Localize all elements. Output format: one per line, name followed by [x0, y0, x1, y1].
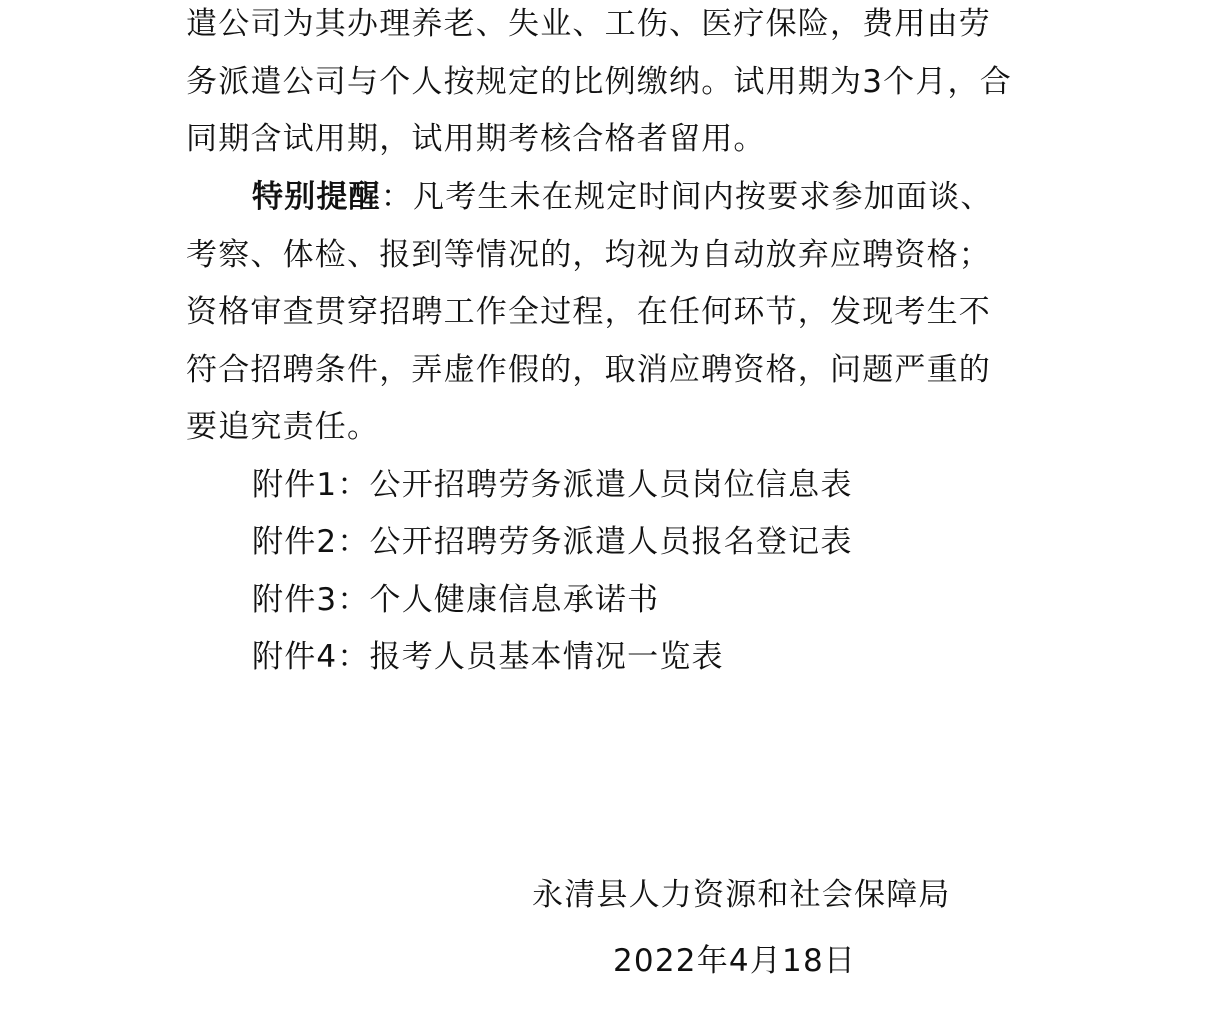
attachment-3: 附件3：个人健康信息承诺书	[252, 582, 660, 618]
attachment-2: 附件2：公开招聘劳务派遣人员报名登记表	[252, 524, 853, 560]
notice-line-2: 考察、体检、报到等情况的，均视为自动放弃应聘资格；	[186, 237, 991, 273]
signature-date: 2022年4月18日	[613, 943, 857, 979]
notice-first-line	[252, 177, 993, 217]
body-line-2: 务派遣公司与个人按规定的比例缴纳。试用期为3个月，合	[186, 64, 1012, 100]
notice-first-line-text: ：凡考生未在规定时间内按要求参加面谈、	[380, 179, 993, 215]
attachment-4: 附件4：报考人员基本情况一览表	[252, 639, 724, 675]
attachment-1: 附件1：公开招聘劳务派遣人员岗位信息表	[252, 467, 853, 503]
notice-line-4: 符合招聘条件，弄虚作假的，取消应聘资格，问题严重的	[186, 352, 991, 388]
signature-org: 永清县人力资源和社会保障局	[532, 877, 951, 913]
notice-line-3: 资格审查贯穿招聘工作全过程，在任何环节，发现考生不	[186, 294, 991, 330]
body-line-3: 同期含试用期，试用期考核合格者留用。	[186, 121, 766, 157]
body-line-1: 遣公司为其办理养老、失业、工伤、医疗保险，费用由劳	[186, 6, 991, 42]
notice-line-5: 要追究责任。	[186, 409, 380, 445]
notice-label: 特别提醒	[252, 179, 381, 215]
